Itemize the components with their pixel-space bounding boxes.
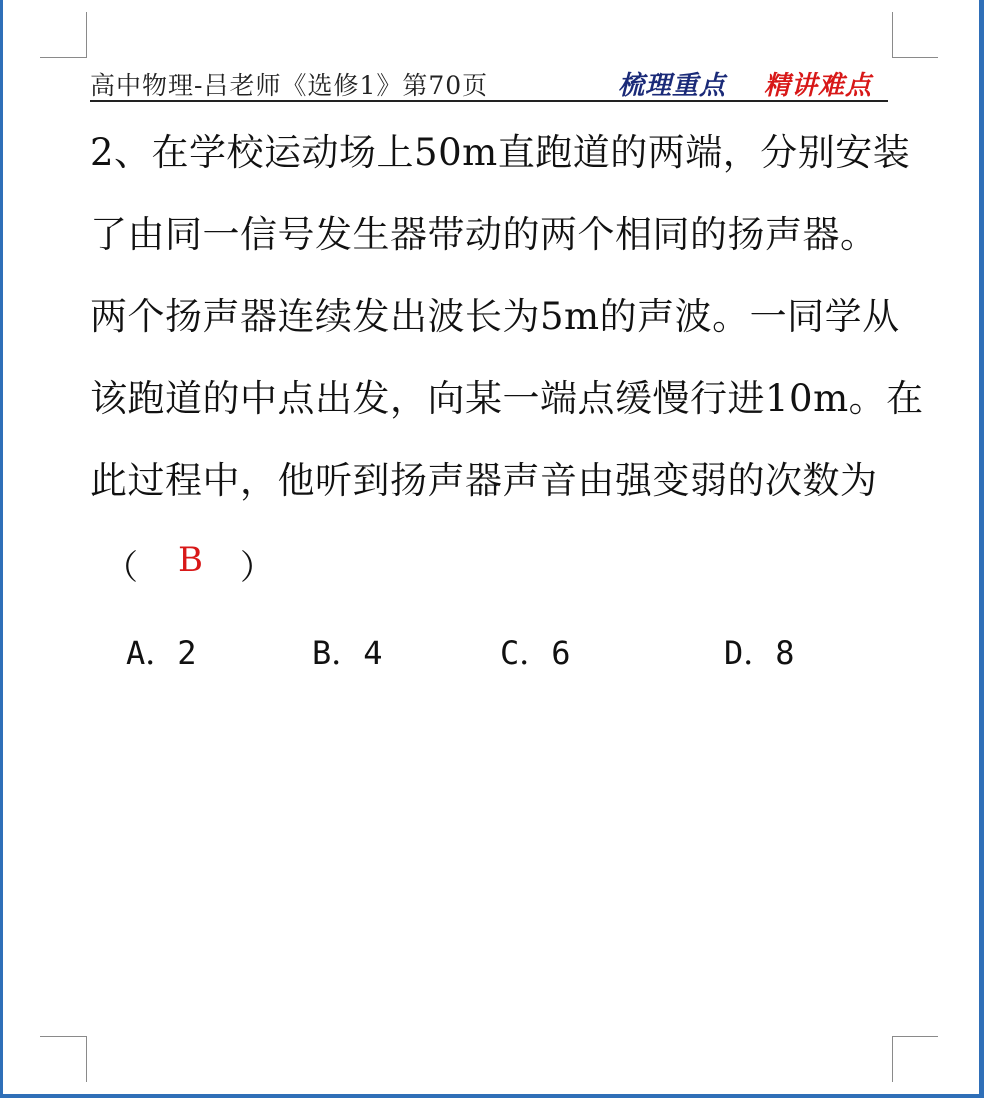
header-tag-secondary: 精讲难点 <box>764 71 873 101</box>
header-tag-primary: 梳理重点 <box>618 71 727 101</box>
answer-paren-close: ） <box>240 548 274 588</box>
crop-mark-bottom-right <box>892 1036 893 1082</box>
question-line: 2、在学校运动场上50m直跑道的两端，分别安装 <box>90 131 911 174</box>
page-header <box>90 62 888 102</box>
crop-mark-top-left-horizontal <box>40 57 86 58</box>
crop-mark-top-left <box>86 12 87 58</box>
answer-paren-open: （ <box>104 548 138 588</box>
question-text <box>90 112 924 522</box>
option-a: A．2 <box>126 634 197 672</box>
crop-mark-bottom-left <box>86 1036 87 1082</box>
crop-mark-bottom-left-horizontal <box>40 1036 86 1037</box>
question-line: 该跑道的中点出发，向某一端点缓慢行进10m。在 <box>90 377 924 420</box>
option-b: B．4 <box>312 634 383 672</box>
question-line: 了由同一信号发生器带动的两个相同的扬声器。 <box>90 213 878 256</box>
option-c: C．6 <box>500 634 571 672</box>
question-line: 两个扬声器连续发出波长为5m的声波。一同学从 <box>90 295 900 338</box>
crop-mark-top-right-horizontal <box>892 57 938 58</box>
question-line: 此过程中，他听到扬声器声音由强变弱的次数为 <box>90 459 878 502</box>
crop-mark-top-right <box>892 12 893 58</box>
answer-value: B <box>178 540 203 580</box>
crop-mark-bottom-right-horizontal <box>892 1036 938 1037</box>
option-d: D．8 <box>724 634 795 672</box>
header-course-title: 高中物理-吕老师《选修1》第70页 <box>90 71 489 100</box>
